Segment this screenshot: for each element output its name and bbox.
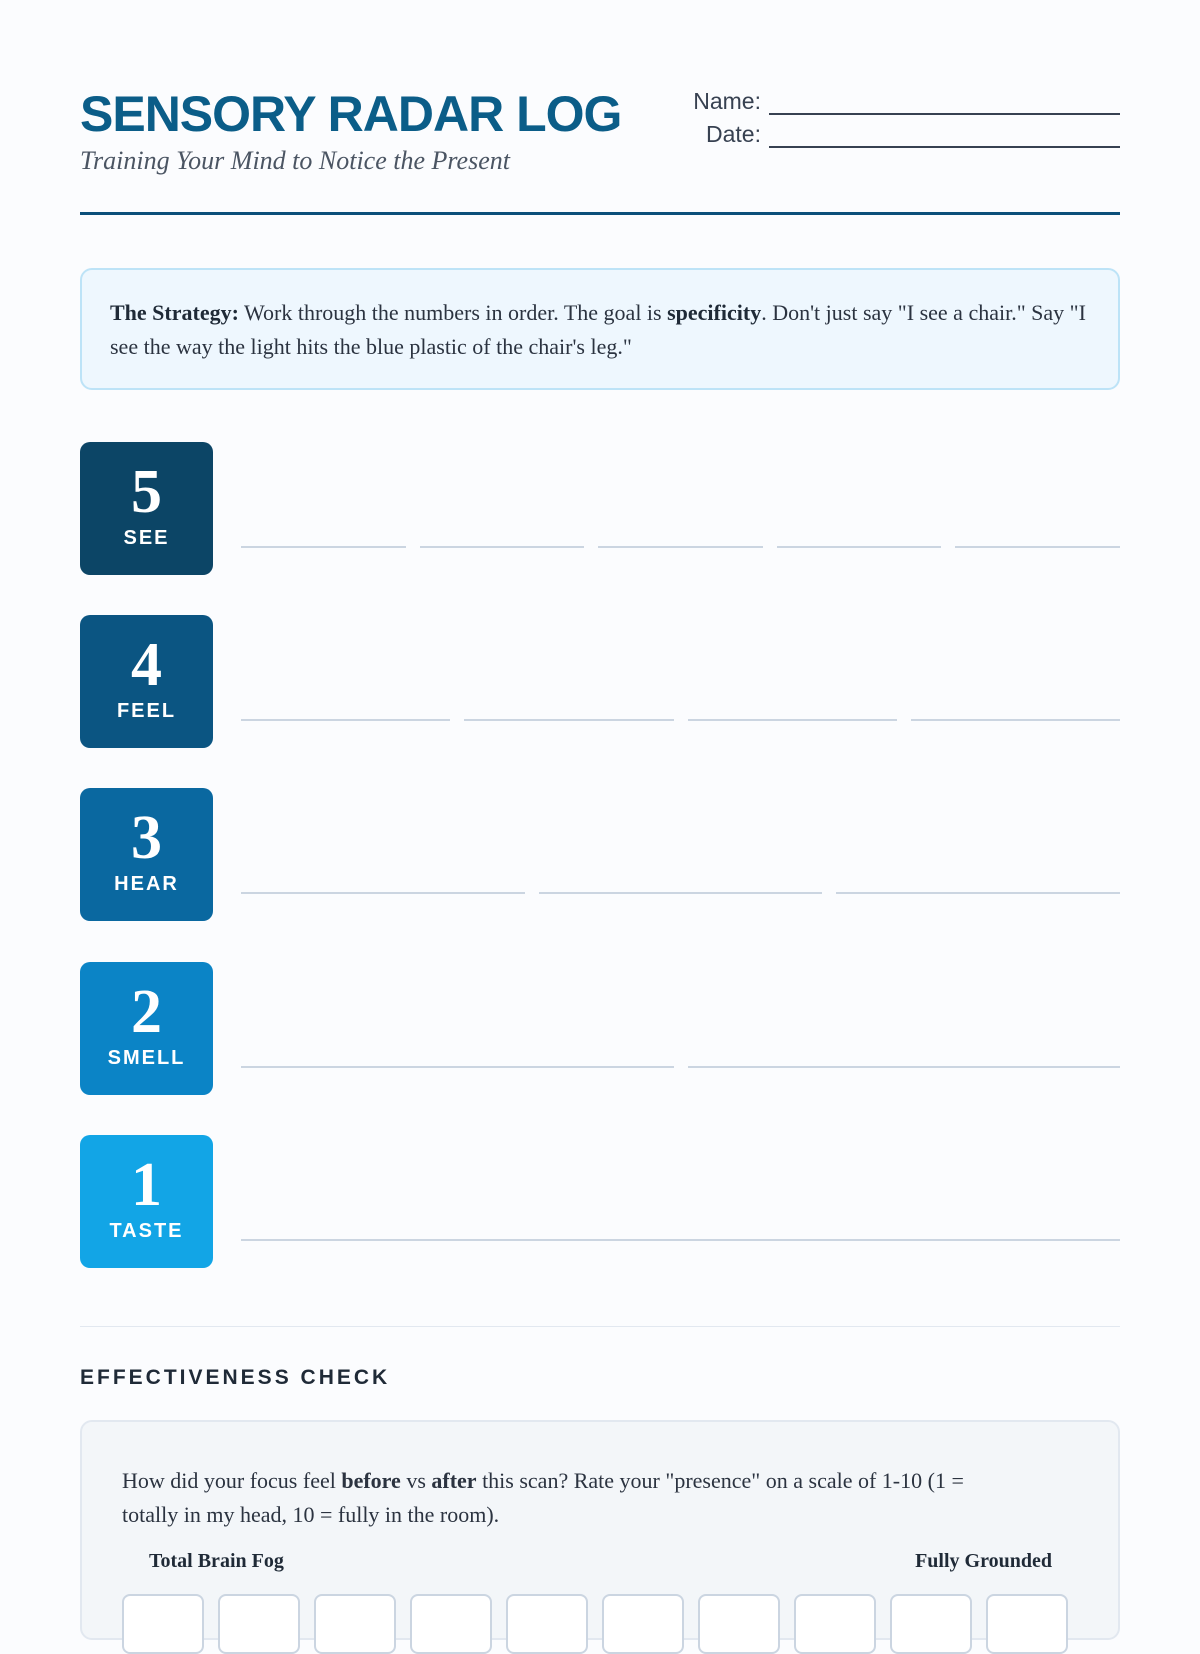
sense-number: 5 [131,458,162,526]
page-subtitle: Training Your Mind to Notice the Present [80,146,510,175]
question-before: before [341,1468,401,1493]
strategy-box [80,268,1120,390]
header [80,82,1120,215]
sense-row-see [80,442,1120,575]
sense-row-taste [80,1135,1120,1268]
answer-line[interactable] [420,546,585,548]
rating-box[interactable] [794,1594,876,1654]
scale-low-label: Total Brain Fog [149,1550,284,1572]
rating-box[interactable] [218,1594,300,1654]
answer-lines [241,546,1120,548]
answer-lines [241,892,1120,894]
date-field[interactable] [769,124,1120,148]
sense-badge-taste [80,1135,213,1268]
name-field[interactable] [769,91,1120,115]
sense-badge-see [80,442,213,575]
effectiveness-question [122,1464,1018,1532]
sense-badge-feel [80,615,213,748]
answer-line[interactable] [598,546,763,548]
sense-number: 1 [131,1151,162,1219]
scale-high-label: Fully Grounded [915,1550,1052,1572]
sense-row-smell [80,962,1120,1095]
sense-label: HEAR [114,873,179,895]
strategy-text-1: Work through the numbers in order. The goal is [238,300,668,325]
rating-box[interactable] [986,1594,1068,1654]
question-text-2: vs [400,1468,432,1493]
answer-lines [241,719,1120,721]
answer-line[interactable] [464,719,673,721]
sense-number: 3 [131,804,162,872]
sense-row-feel [80,615,1120,748]
sense-label: SEE [123,527,170,549]
sense-number: 4 [131,631,162,699]
answer-lines [241,1239,1120,1241]
strategy-label: The Strategy: [110,300,239,325]
answer-line[interactable] [777,546,942,548]
answer-line[interactable] [241,1239,1120,1241]
date-row [690,115,1120,148]
rating-box[interactable] [122,1594,204,1654]
rating-box[interactable] [314,1594,396,1654]
answer-line[interactable] [911,719,1120,721]
header-fields [690,82,1120,148]
question-text-1: How did your focus feel [122,1468,342,1493]
answer-line[interactable] [688,719,897,721]
effectiveness-title: EFFECTIVENESS CHECK [80,1366,391,1389]
rating-box[interactable] [602,1594,684,1654]
question-after: after [431,1468,477,1493]
name-row [690,82,1120,115]
strategy-text-2: . Don't just say "I see a chair." Say "I see the way the light hits the blue plastic of the chair's leg." [110,300,1086,359]
sense-label: TASTE [109,1220,184,1242]
sense-label: SMELL [107,1047,186,1069]
answer-line[interactable] [241,546,406,548]
page-title: SENSORY RADAR LOG [80,86,622,142]
effectiveness-box [80,1420,1120,1640]
sense-label: FEEL [116,700,177,722]
rating-box[interactable] [506,1594,588,1654]
sense-badge-hear [80,788,213,921]
name-label: Name: [693,88,761,114]
answer-line[interactable] [241,892,525,894]
answer-line[interactable] [836,892,1120,894]
rating-box[interactable] [698,1594,780,1654]
sense-number: 2 [131,978,162,1046]
section-divider [80,1326,1120,1327]
rating-box[interactable] [410,1594,492,1654]
question-text-3: this scan? Rate your "presence" on a scale of 1-10 (1 = totally in my head, 10 = fully in the room). [122,1468,964,1527]
answer-line[interactable] [539,892,823,894]
strategy-emphasis: specificity [667,300,762,325]
rating-box[interactable] [890,1594,972,1654]
sense-row-hear [80,788,1120,921]
answer-lines [241,1066,1120,1068]
answer-line[interactable] [241,1066,674,1068]
answer-line[interactable] [688,1066,1121,1068]
date-label: Date: [706,121,761,147]
sense-badge-smell [80,962,213,1095]
answer-line[interactable] [955,546,1120,548]
answer-line[interactable] [241,719,450,721]
rating-scale [122,1594,1068,1654]
